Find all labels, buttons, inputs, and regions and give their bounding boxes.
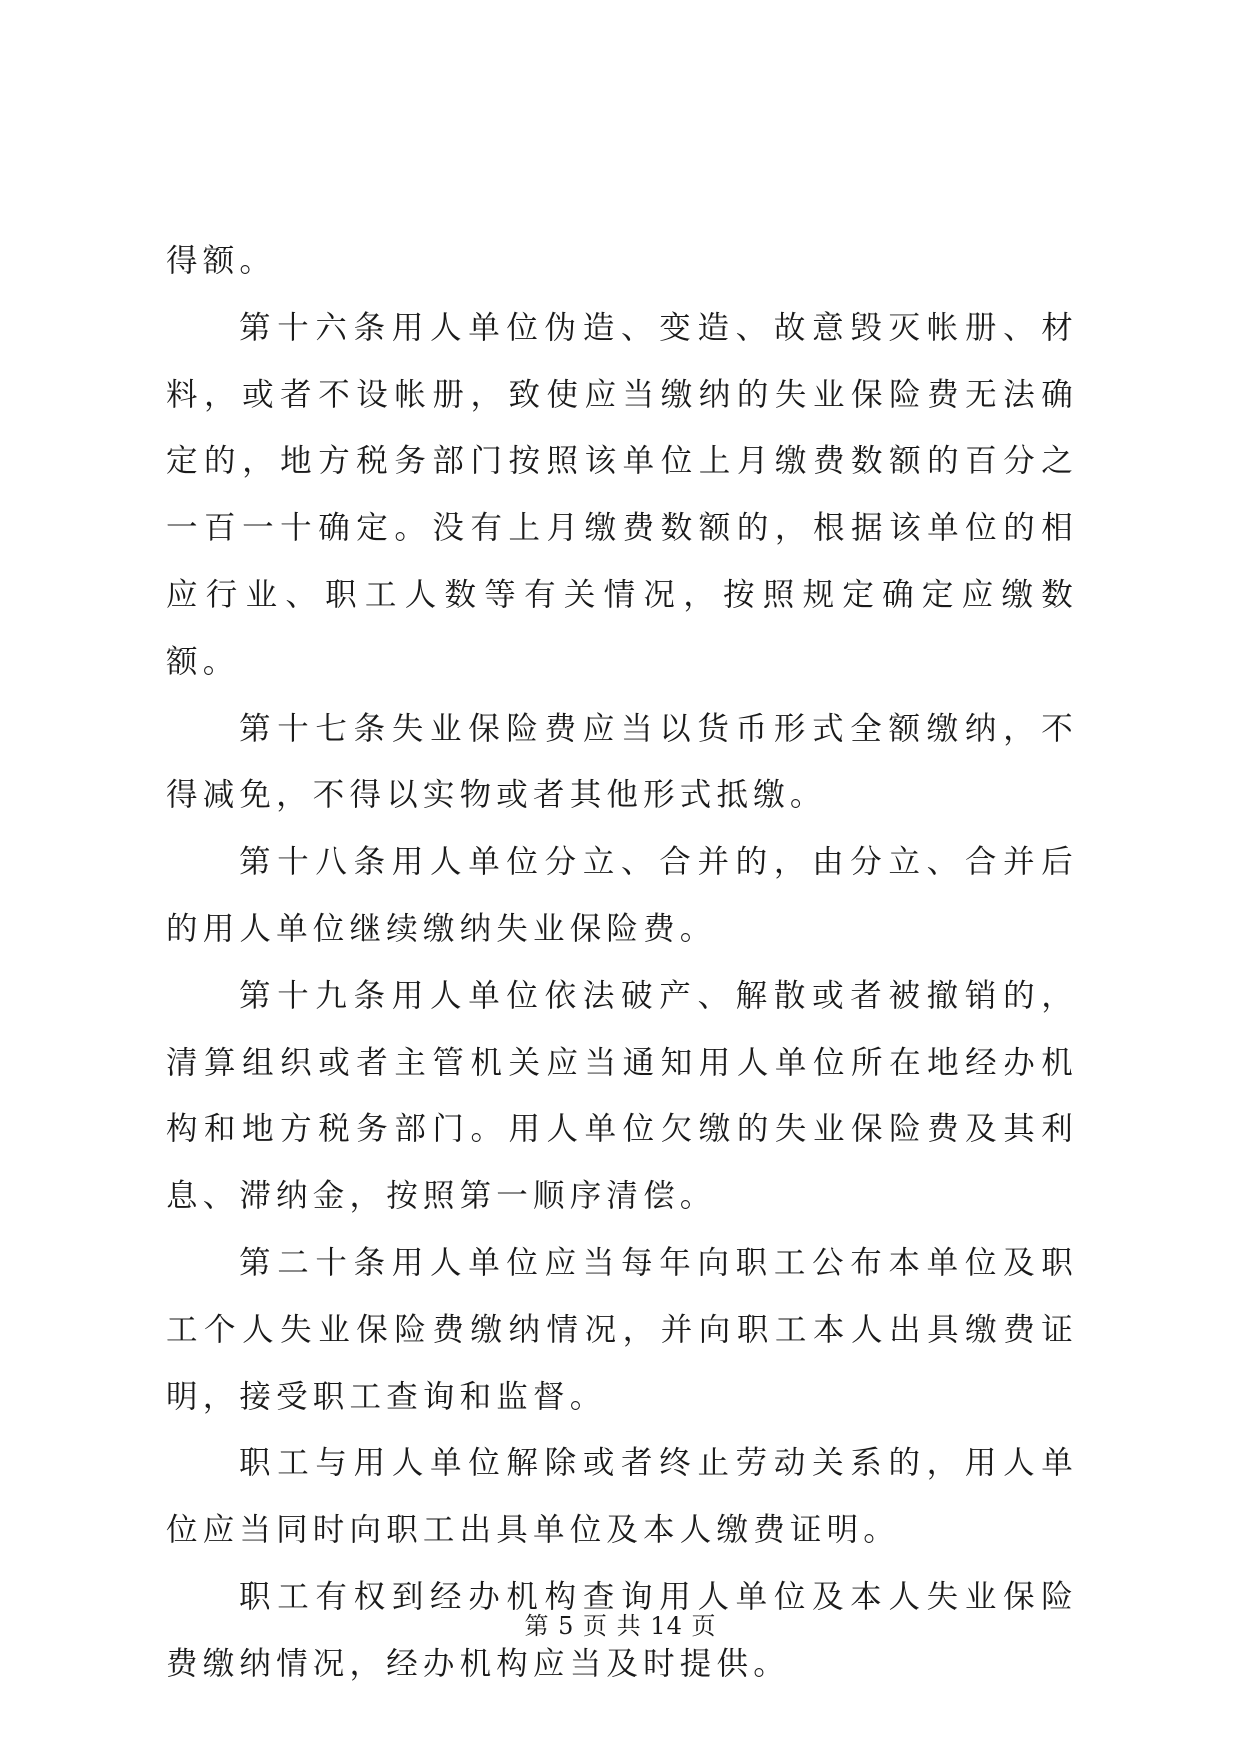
page-number-footer: 第 5 页 共 14 页	[524, 1612, 717, 1640]
paragraph-article-17: 第十七条失业保险费应当以货币形式全额缴纳，不得减免，不得以实物或者其他形式抵缴。	[166, 710, 1078, 814]
paragraph-termination-certificate: 职工与用人单位解除或者终止劳动关系的，用人单位应当同时向职工出具单位及本人缴费证明。	[166, 1445, 1078, 1549]
paragraph-article-16: 第十六条用人单位伪造、变造、故意毁灭帐册、材料，或者不设帐册，致使应当缴纳的失业保险费无法确定的，地方税务部门按照该单位上月缴费数额的百分之一百一十确定。没有上月缴费数额的，根据该单位的相应行业、职工人数等有关情况，按照规定确定应缴数额。	[166, 309, 1078, 680]
document-body	[166, 228, 1078, 1698]
paragraph-article-18: 第十八条用人单位分立、合并的，由分立、合并后的用人单位继续缴纳失业保险费。	[166, 844, 1078, 947]
paragraph-inquiry-right: 职工有权到经办机构查询用人单位及本人失业保险费缴纳情况，经办机构应当及时提供。	[166, 1578, 1078, 1682]
paragraph-article-19: 第十九条用人单位依法破产、解散或者被撤销的，清算组织或者主管机关应当通知用人单位所在地经办机构和地方税务部门。用人单位欠缴的失业保险费及其利息、滞纳金，按照第一顺序清偿。	[166, 977, 1078, 1215]
paragraph-continuation: 得额。	[166, 243, 277, 279]
paragraph-article-20: 第二十条用人单位应当每年向职工公布本单位及职工个人失业保险费缴纳情况，并向职工本人出具缴费证明，接受职工查询和监督。	[166, 1244, 1078, 1415]
